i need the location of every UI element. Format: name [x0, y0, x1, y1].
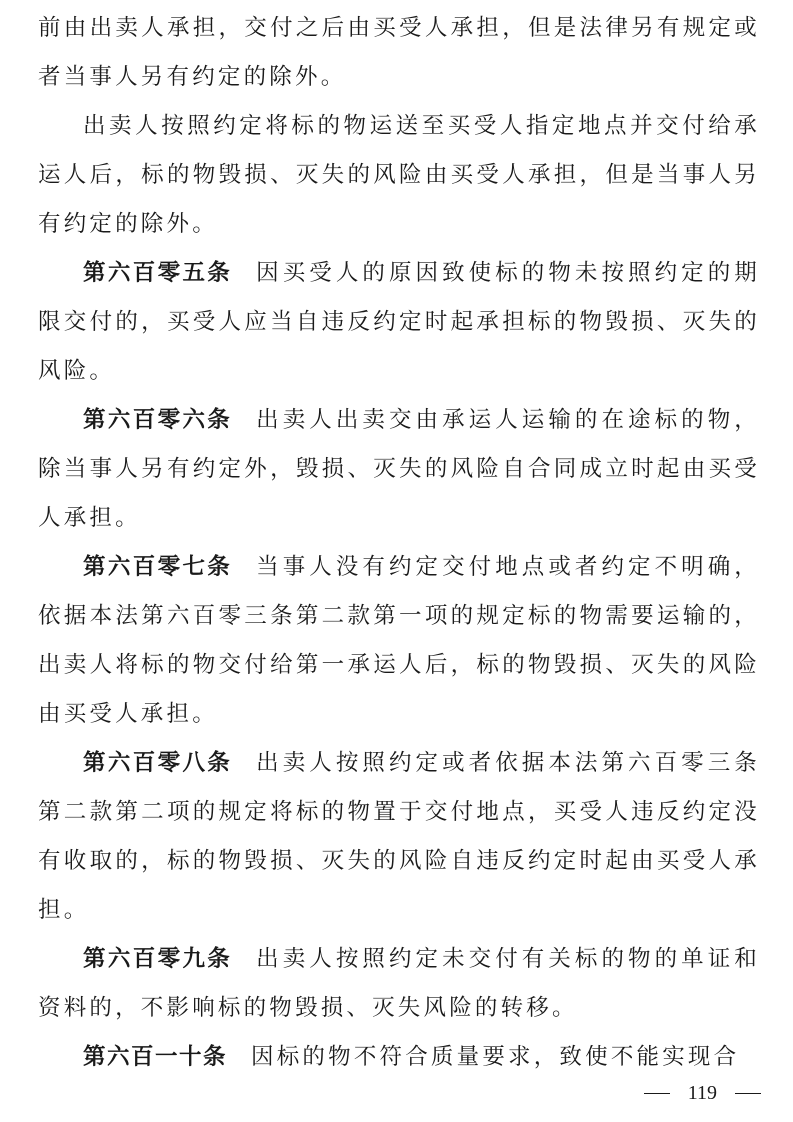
- article-606: [38, 396, 760, 543]
- article-text: 因买受人的原因致使标的物未按照约定的期限交付的，买受人应当自违反约定时起承担标的物毁损、灭失的风险。: [38, 260, 760, 384]
- paragraph: [38, 102, 760, 249]
- article-610: [38, 1033, 760, 1082]
- footer-dash-right: [735, 1093, 761, 1094]
- page-number: 119: [687, 1082, 717, 1104]
- paragraph-continuation: [38, 4, 760, 102]
- article-608: [38, 739, 760, 935]
- footer-dash-left: [644, 1093, 670, 1094]
- article-heading: 第六百零八条: [83, 750, 233, 776]
- article-heading: 第六百零六条: [83, 407, 233, 433]
- article-heading: 第六百零七条: [83, 554, 233, 580]
- page-footer: [644, 1082, 761, 1105]
- paragraph-text: 出卖人按照约定将标的物运送至买受人指定地点并交付给承运人后，标的物毁损、灭失的风险由买受人承担，但是当事人另有约定的除外。: [38, 113, 760, 237]
- article-heading: 第六百零五条: [83, 260, 233, 286]
- article-text: 当事人没有约定交付地点或者约定不明确，依据本法第六百零三条第二款第一项的规定标的物需要运输的，出卖人将标的物交付给第一承运人后，标的物毁损、灭失的风险由买受人承担。: [38, 554, 760, 727]
- article-text: 出卖人按照约定或者依据本法第六百零三条第二款第二项的规定将标的物置于交付地点，买受人违反约定没有收取的，标的物毁损、灭失的风险自违反约定时起由买受人承担。: [38, 750, 760, 923]
- article-text: 出卖人出卖交由承运人运输的在途标的物，除当事人另有约定外，毁损、灭失的风险自合同成立时起由买受人承担。: [38, 407, 760, 531]
- body-text: [38, 4, 760, 1082]
- article-heading: 第六百一十条: [83, 1044, 228, 1070]
- article-text: 因标的物不符合质量要求，致使不能实现合: [251, 1044, 740, 1070]
- article-heading: 第六百零九条: [83, 946, 233, 972]
- article-607: [38, 543, 760, 739]
- article-609: [38, 935, 760, 1033]
- article-text: 出卖人按照约定未交付有关标的物的单证和资料的，不影响标的物毁损、灭失风险的转移。: [38, 946, 760, 1021]
- paragraph-text: 前由出卖人承担，交付之后由买受人承担，但是法律另有规定或者当事人另有约定的除外。: [38, 15, 760, 90]
- article-605: [38, 249, 760, 396]
